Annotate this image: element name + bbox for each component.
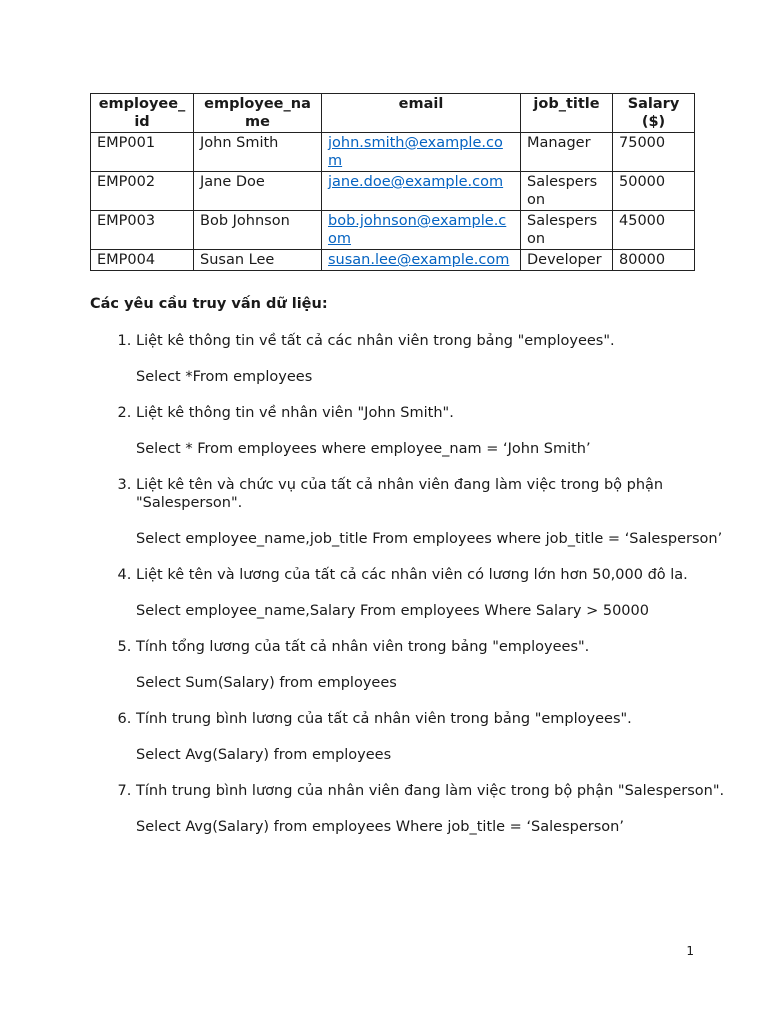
cell-employee-name: John Smith xyxy=(194,133,322,172)
header-email: email xyxy=(322,94,521,133)
list-item xyxy=(136,782,736,836)
query-request: 7. Tính trung bình lương của nhân viên đang làm việc trong bộ phận "Salesperson". xyxy=(136,783,725,799)
email-link[interactable]: bob.johnson@example.com xyxy=(328,213,507,247)
query-sql: Select *From employees xyxy=(136,369,313,385)
list-item xyxy=(136,332,736,386)
cell-email xyxy=(322,211,521,250)
cell-employee-id: EMP003 xyxy=(91,211,194,250)
cell-salary: 50000 xyxy=(613,172,695,211)
list-item xyxy=(136,404,736,458)
query-request: 5. Tính tổng lương của tất cả nhân viên trong bảng "employees". xyxy=(136,639,590,655)
header-employee-name: employee_name xyxy=(194,94,322,133)
query-sql: Select employee_name,Salary From employees Where Salary > 50000 xyxy=(136,603,649,619)
email-link[interactable]: john.smith@example.com xyxy=(328,135,503,169)
query-sql: Select Avg(Salary) from employees xyxy=(136,747,392,763)
query-request: 4. Liệt kê tên và lương của tất cả các nhân viên có lương lớn hơn 50,000 đô la. xyxy=(136,567,688,583)
cell-job-title: Developer xyxy=(521,250,613,271)
cell-job-title: Manager xyxy=(521,133,613,172)
query-request: 6. Tính trung bình lương của tất cả nhân viên trong bảng "employees". xyxy=(136,711,632,727)
list-item xyxy=(136,566,736,620)
cell-employee-name: Susan Lee xyxy=(194,250,322,271)
cell-email xyxy=(322,250,521,271)
email-link[interactable]: susan.lee@example.com xyxy=(328,252,510,268)
table-row xyxy=(91,133,695,172)
table-row xyxy=(91,250,695,271)
cell-salary: 75000 xyxy=(613,133,695,172)
email-link[interactable]: jane.doe@example.com xyxy=(328,174,504,190)
cell-employee-id: EMP004 xyxy=(91,250,194,271)
query-sql: Select employee_name,job_title From employees where job_title = ‘Salesperson’ xyxy=(136,531,723,547)
cell-employee-name: Bob Johnson xyxy=(194,211,322,250)
cell-job-title: Salesperson xyxy=(521,211,613,250)
list-item xyxy=(136,476,736,548)
query-request: 2. Liệt kê thông tin về nhân viên "John Smith". xyxy=(136,405,454,421)
table-row xyxy=(91,172,695,211)
cell-salary: 80000 xyxy=(613,250,695,271)
employees-table xyxy=(90,93,695,271)
list-item xyxy=(136,710,736,764)
cell-employee-id: EMP002 xyxy=(91,172,194,211)
header-salary: Salary ($) xyxy=(613,94,695,133)
table-row xyxy=(91,211,695,250)
header-employee-id: employee_id xyxy=(91,94,194,133)
cell-email xyxy=(322,133,521,172)
cell-email xyxy=(322,172,521,211)
query-sql: Select Avg(Salary) from employees Where job_title = ‘Salesperson’ xyxy=(136,819,624,835)
cell-employee-id: EMP001 xyxy=(91,133,194,172)
query-request: 1. Liệt kê thông tin về tất cả các nhân viên trong bảng "employees". xyxy=(136,333,615,349)
page-number: 1 xyxy=(686,944,694,958)
section-heading: Các yêu cầu truy vấn dữ liệu: xyxy=(90,296,328,312)
header-job-title: job_title xyxy=(521,94,613,133)
table-header-row xyxy=(91,94,695,133)
query-sql: Select Sum(Salary) from employees xyxy=(136,675,397,691)
list-item xyxy=(136,638,736,692)
query-sql: Select * From employees where employee_nam = ‘John Smith’ xyxy=(136,441,591,457)
cell-salary: 45000 xyxy=(613,211,695,250)
query-request: 3. Liệt kê tên và chức vụ của tất cả nhân viên đang làm việc trong bộ phận "Salesperson". xyxy=(136,477,664,511)
cell-employee-name: Jane Doe xyxy=(194,172,322,211)
cell-job-title: Salesperson xyxy=(521,172,613,211)
query-list xyxy=(90,332,736,854)
